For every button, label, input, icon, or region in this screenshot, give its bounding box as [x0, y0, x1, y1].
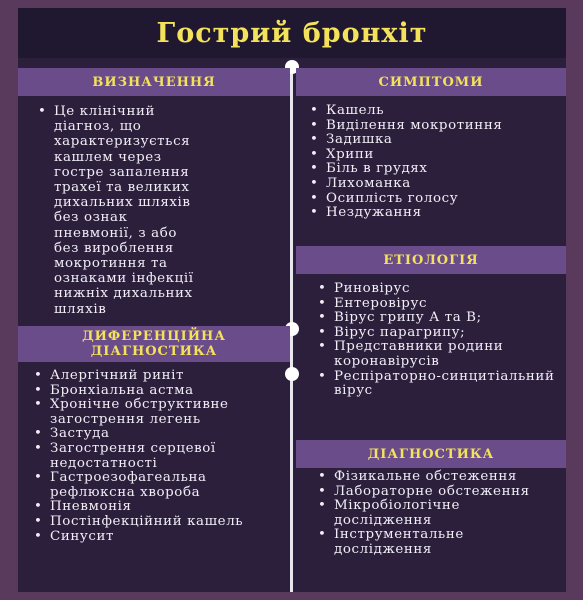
list-item: • Задишка: [304, 133, 566, 148]
list-item: • Осиплість голосу: [304, 192, 566, 207]
list-item: • Бронхіальна астма: [28, 384, 290, 399]
definition-line: характеризується: [54, 134, 191, 150]
list-item: • Нездужання: [304, 206, 566, 221]
definition-line: дихальних шляхів: [54, 195, 191, 211]
list-item: • Гастроезофагеальна рефлюксна хвороба: [28, 471, 290, 500]
definition-line: ознаками інфекції: [54, 271, 194, 287]
definition-line: без ознак: [54, 210, 128, 226]
list-item: • Виділення мокротиння: [304, 119, 566, 134]
list-item: • Біль в грудях: [304, 162, 566, 177]
diagnostics-heading: ДІАГНОСТИКА: [296, 440, 566, 468]
definition-line: шляхів: [54, 301, 107, 317]
list-item: • Риновірус: [312, 282, 558, 297]
list-item: • Лихоманка: [304, 177, 566, 192]
diagnostics-list: [312, 470, 552, 558]
definition-line: нижніх дихальних: [54, 286, 193, 302]
list-item: • Мікробіологічне дослідження: [312, 499, 552, 528]
definition-line: пневмонії, з або: [54, 225, 178, 241]
list-item: • Кашель: [304, 104, 566, 119]
list-item: • Застуда: [28, 427, 290, 442]
list-item: • Пневмонія: [28, 500, 290, 515]
list-item: • Хрипи: [304, 148, 566, 163]
list-item: • Синусит: [28, 530, 290, 545]
etiology-list: [312, 282, 558, 399]
bullet: •: [38, 104, 47, 119]
definition-line: кашлем через: [54, 149, 162, 165]
list-item: • Вірус грипу А та В;: [312, 311, 558, 326]
differential-heading: [18, 326, 290, 362]
differential-list: [28, 369, 290, 544]
list-item: • Фізикальне обстеження: [312, 470, 552, 485]
definition-heading: ВИЗНАЧЕННЯ: [18, 68, 290, 96]
definition-line: без вироблення: [54, 240, 174, 256]
list-item: • Хронічне обструктивне загострення легень: [28, 398, 290, 427]
infographic: [18, 8, 566, 592]
definition-line: трахеї та великих: [54, 180, 190, 196]
list-item: • Загострення серцевої недостатності: [28, 442, 290, 471]
list-item: • Респіраторно-синцитіальний вірус: [312, 370, 558, 399]
definition-line: Це клінічний: [54, 104, 156, 119]
list-item: • Постінфекційний кашель: [28, 515, 290, 530]
symptoms-heading: СИМПТОМИ: [296, 68, 566, 96]
definition-line: гостре запалення: [54, 164, 190, 180]
definition-line: діагноз, що: [54, 119, 142, 135]
list-item: • Інструментальне дослідження: [312, 528, 552, 557]
list-item: • Алергічний риніт: [28, 369, 290, 384]
symptoms-list: [304, 104, 566, 221]
list-item: • Ентеровірус: [312, 297, 558, 312]
etiology-heading: ЕТІОЛОГІЯ: [296, 246, 566, 274]
list-item: • Представники родини коронавірусів: [312, 340, 558, 369]
page-title: Гострий бронхіт: [18, 8, 566, 58]
definition-text: [38, 104, 290, 317]
list-item: • Вірус парагрипу;: [312, 326, 558, 341]
definition-line: мокротиння та: [54, 256, 168, 272]
differential-heading-line1: ДИФЕРЕНЦІЙНА: [82, 329, 226, 344]
differential-heading-line2: ДІАГНОСТИКА: [90, 344, 218, 359]
list-item: • Лабораторне обстеження: [312, 485, 552, 500]
